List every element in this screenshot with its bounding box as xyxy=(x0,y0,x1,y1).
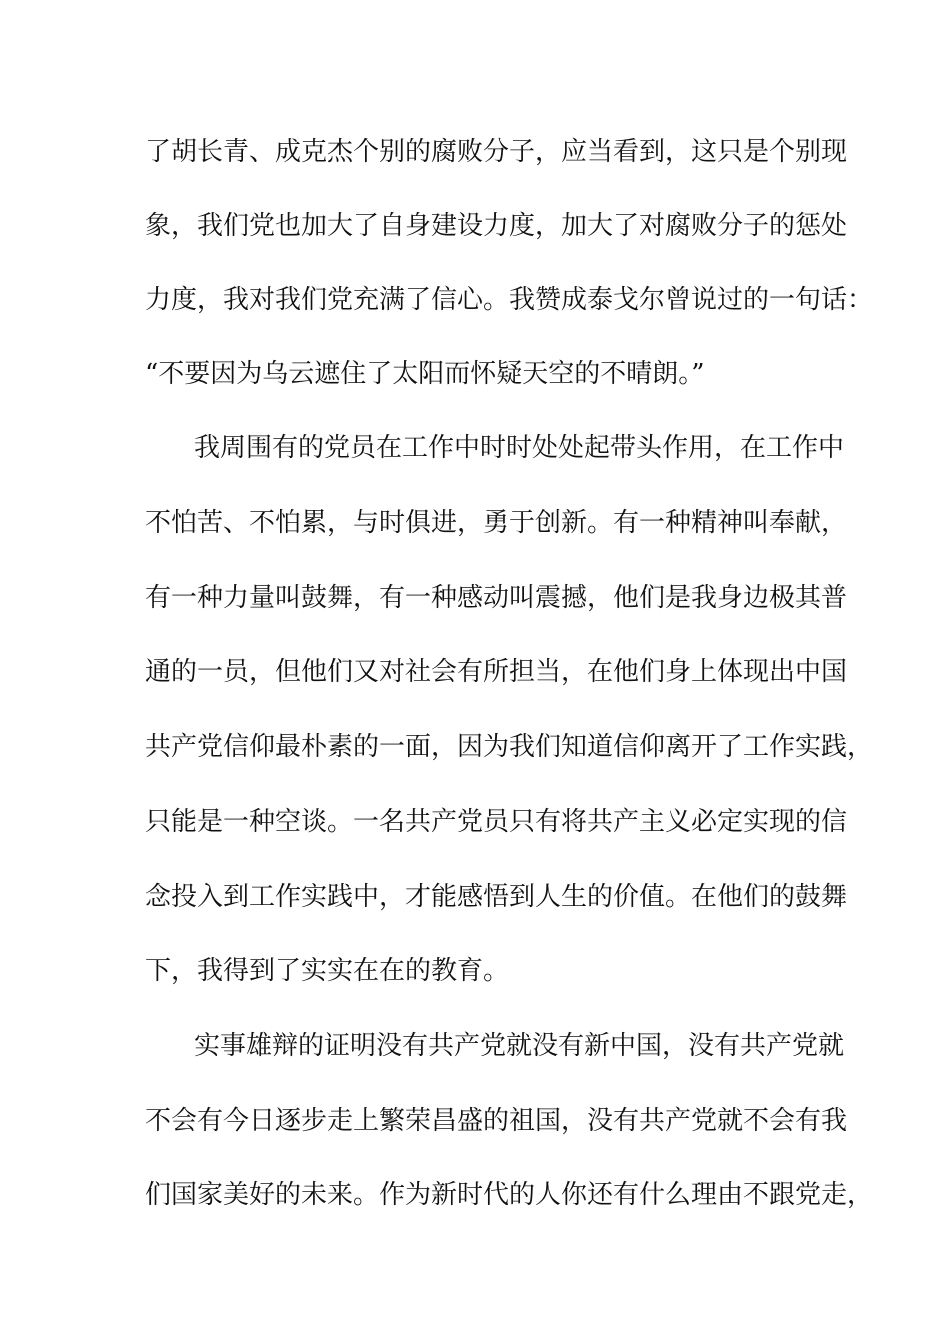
paragraph-start-line-13: 实事雄辩的证明没有共产党就没有新中国，没有共产党就 xyxy=(194,1031,845,1061)
text-line-15: 们国家美好的未来。作为新时代的人你还有什么理由不跟党走， xyxy=(145,1180,874,1210)
paragraph-start-line-5: 我周围有的党员在工作中时时处处起带头作用，在工作中 xyxy=(194,433,845,463)
text-line-8: 通的一员，但他们又对社会有所担当，在他们身上体现出中国 xyxy=(145,657,848,687)
text-line-9: 共产党信仰最朴素的一面，因为我们知道信仰离开了工作实践， xyxy=(145,732,874,762)
text-line-10: 只能是一种空谈。一名共产党员只有将共产主义必定实现的信 xyxy=(145,807,848,837)
text-line-14: 不会有今日逐步走上繁荣昌盛的祖国，没有共产党就不会有我 xyxy=(145,1106,848,1136)
text-line-3: 力度，我对我们党充满了信心。我赞成泰戈尔曾说过的一句话： xyxy=(145,285,874,315)
text-line-2: 象，我们党也加大了自身建设力度，加大了对腐败分子的惩处 xyxy=(145,211,848,241)
text-line-6: 不怕苦、不怕累，与时俱进，勇于创新。有一种精神叫奉献， xyxy=(145,508,848,538)
text-line-4: “不要因为乌云遮住了太阳而怀疑天空的不晴朗。” xyxy=(145,359,705,389)
text-line-12: 下，我得到了实实在在的教育。 xyxy=(145,956,510,986)
text-line-11: 念投入到工作实践中，才能感悟到人生的价值。在他们的鼓舞 xyxy=(145,882,848,912)
text-line-7: 有一种力量叫鼓舞，有一种感动叫震撼，他们是我身边极其普 xyxy=(145,583,848,613)
text-line-1: 了胡长青、成克杰个别的腐败分子，应当看到，这只是个别现 xyxy=(145,137,848,167)
